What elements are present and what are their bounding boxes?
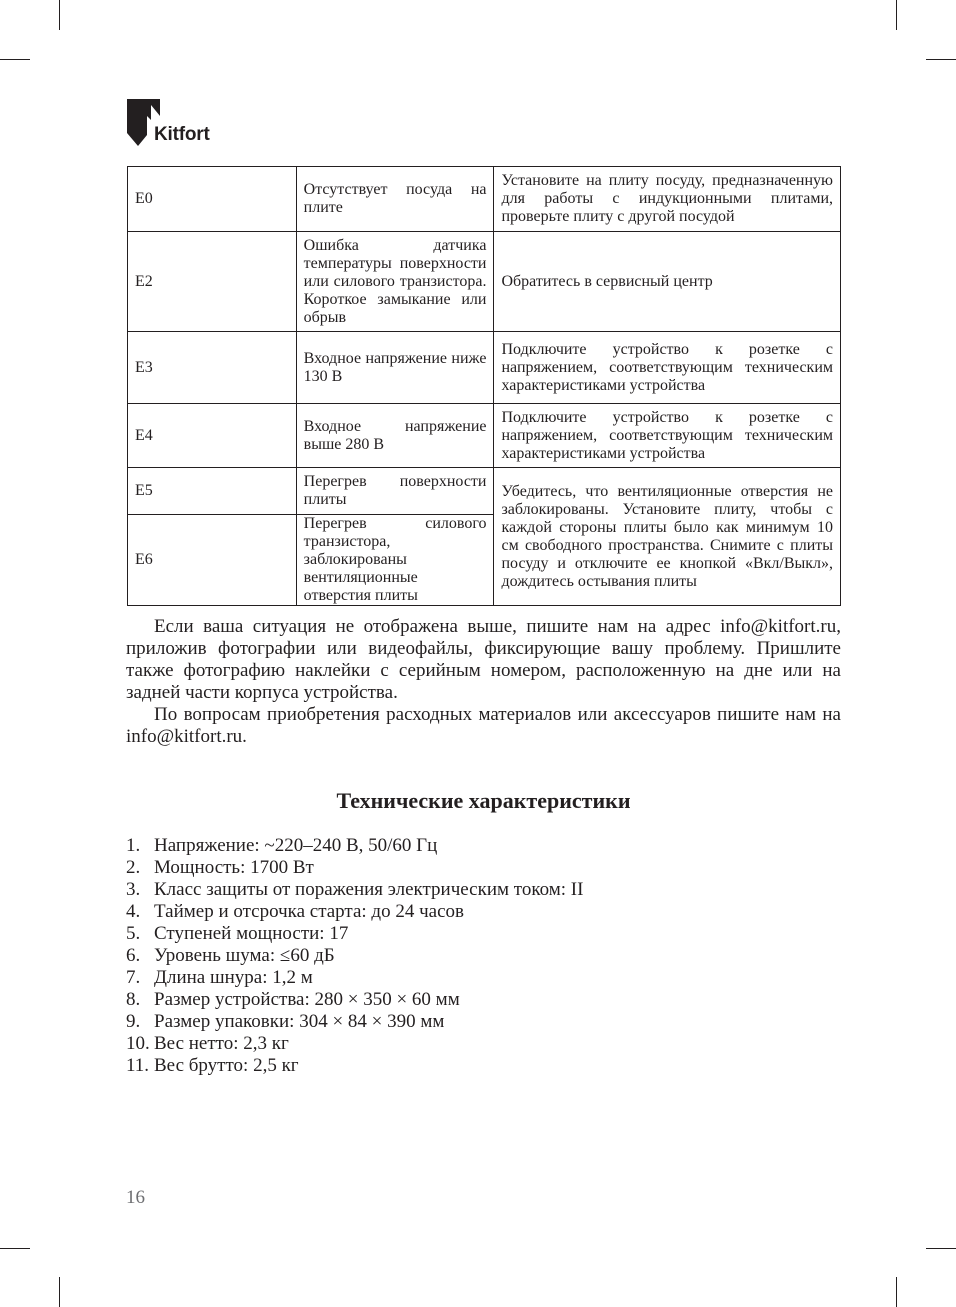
accessories-paragraph: По вопросам приобретения расходных материалов или аксессуаров пишите нам на info@kitfort.ru. [126, 704, 841, 747]
list-item [126, 945, 841, 967]
list-item-text: Таймер и отсрочка старта: до 24 часов [154, 901, 464, 922]
list-item [126, 879, 841, 901]
crop-mark-bottom-right-horizontal [926, 1248, 956, 1249]
list-item [126, 857, 841, 879]
error-solution-cell: Установите на плиту посуду, предназначенную для работы с индукционными плитами, проверьте плиту с другой посудой [494, 167, 841, 232]
list-item [126, 1055, 841, 1077]
list-item-number: 4. [126, 901, 141, 922]
list-item-number: 6. [126, 945, 141, 966]
list-item-text: Вес нетто: 2,3 кг [154, 1033, 289, 1054]
specs-list [126, 835, 841, 1077]
list-item-text: Размер упаковки: 304 × 84 × 390 мм [154, 1011, 445, 1032]
list-item-text: Класс защиты от поражения электрическим током: II [154, 879, 584, 900]
list-item [126, 835, 841, 857]
list-item [126, 923, 841, 945]
error-cause-cell: Перегрев поверхности плиты [296, 468, 494, 515]
list-item-text: Уровень шума: ≤60 дБ [154, 945, 335, 966]
table-row [128, 167, 841, 232]
crop-mark-top-left-horizontal [0, 59, 30, 60]
table-row [128, 468, 841, 515]
error-code-cell: E2 [128, 232, 297, 332]
page-number: 16 [126, 1187, 145, 1208]
list-item-number: 10. [126, 1033, 150, 1054]
list-item-text: Мощность: 1700 Вт [154, 857, 314, 878]
error-cause-cell: Входное напряжение ниже 130 В [296, 332, 494, 404]
list-item-number: 3. [126, 879, 141, 900]
error-cause-cell: Перегрев силового транзистора, заблокированы вентиляционные отверстия плиты [296, 515, 494, 606]
list-item-text: Ступеней мощности: 17 [154, 923, 349, 944]
list-item [126, 901, 841, 923]
crop-mark-bottom-left-vertical [59, 1277, 60, 1307]
list-item-number: 1. [126, 835, 141, 856]
crop-mark-bottom-left-horizontal [0, 1248, 30, 1249]
error-cause-cell: Входное напряжение выше 280 В [296, 404, 494, 468]
list-item-number: 2. [126, 857, 141, 878]
list-item [126, 989, 841, 1011]
crop-mark-top-right-vertical [896, 0, 897, 30]
list-item-number: 11. [126, 1055, 150, 1076]
list-item-number: 7. [126, 967, 141, 988]
list-item-text: Вес брутто: 2,5 кг [154, 1055, 299, 1076]
list-item-number: 9. [126, 1011, 141, 1032]
contact-paragraph: Если ваша ситуация не отображена выше, пишите нам на адрес info@kitfort.ru, приложив фотографии или видеофайлы, фиксирующие вашу проблему. Пришлите также фотографию наклейки с серийным номером, расположенную на дне или на задней части корпуса устройства. [126, 616, 841, 703]
error-code-cell: E4 [128, 404, 297, 468]
list-item [126, 1033, 841, 1055]
error-code-cell: E3 [128, 332, 297, 404]
error-solution-cell: Подключите устройство к розетке с напряжением, соответствующим техническим характеристиками устройства [494, 404, 841, 468]
list-item-text: Длина шнура: 1,2 м [154, 967, 313, 988]
list-item [126, 967, 841, 989]
crop-mark-top-right-horizontal [926, 59, 956, 60]
crop-mark-bottom-right-vertical [896, 1277, 897, 1307]
error-code-cell: E0 [128, 167, 297, 232]
list-item-text: Размер устройства: 280 × 350 × 60 мм [154, 989, 460, 1010]
crop-mark-top-left-vertical [59, 0, 60, 30]
list-item [126, 1011, 841, 1033]
table-row [128, 332, 841, 404]
error-code-cell: E5 [128, 468, 297, 515]
error-code-cell: E6 [128, 515, 297, 606]
specs-title: Технические характеристики [336, 788, 631, 813]
error-cause-cell: Отсутствует посуда на плите [296, 167, 494, 232]
error-codes-table [127, 166, 841, 606]
list-item-number: 5. [126, 923, 141, 944]
brand-logo [127, 99, 237, 149]
table-row [128, 232, 841, 332]
error-solution-cell: Подключите устройство к розетке с напряжением, соответствующим техническим характеристиками устройства [494, 332, 841, 404]
list-item-number: 8. [126, 989, 141, 1010]
error-cause-cell: Ошибка датчика температуры поверхности или силового транзистора. Короткое замыкание или обрыв [296, 232, 494, 332]
table-row [128, 404, 841, 468]
brand-name: Kitfort [154, 124, 210, 145]
list-item-text: Напряжение: ~220–240 В, 50/60 Гц [154, 835, 438, 856]
error-solution-cell: Убедитесь, что вентиляционные отверстия не заблокированы. Установите плиту, чтобы с каждой стороны плиты было как минимум 10 см свободного пространства. Снимите с плиты посуду и отключите ее кнопкой «Вкл/Выкл», дождитесь остывания плиты [494, 468, 841, 606]
error-solution-cell: Обратитесь в сервисный центр [494, 232, 841, 332]
